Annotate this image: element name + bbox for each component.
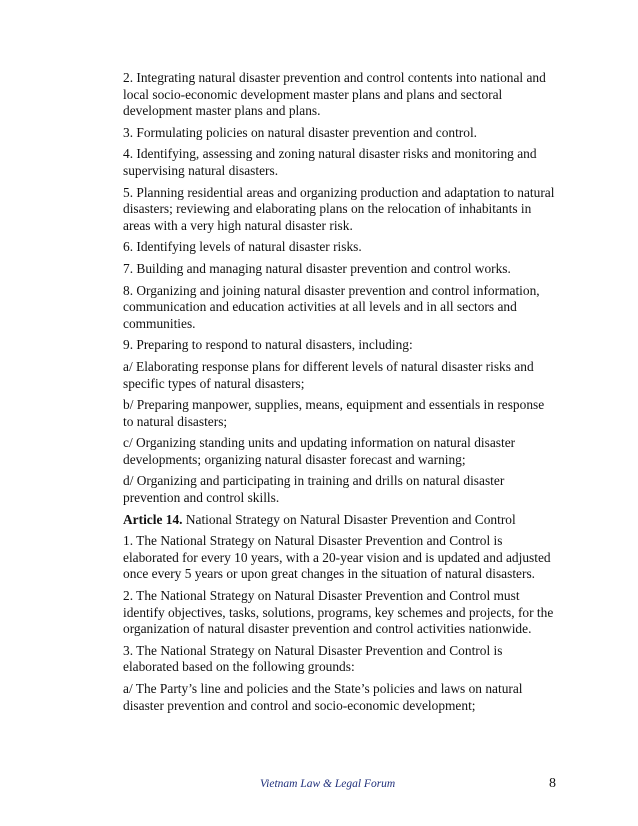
article-label: Article 14. <box>123 511 183 527</box>
article-paragraph-3: 3. The National Strategy on Natural Disaster Prevention and Control is elaborated based on the following grounds: <box>123 642 503 675</box>
paragraph-item-8: 8. Organizing and joining natural disaster prevention and control information, communication and education activities at all levels and in all sectors and communities. <box>123 282 540 331</box>
paragraph-subitem-d: d/ Organizing and participating in training and drills on natural disaster prevention and control skills. <box>123 473 505 506</box>
paragraph-item-5: 5. Planning residential areas and organizing production and adaptation to natural disasters; reviewing and elaborating plans on the relocation of inhabitants in areas with a very high natural disaster risk. <box>123 184 555 233</box>
article-paragraph-1: 1. The National Strategy on Natural Disaster Prevention and Control is elaborated for every 10 years, with a 20-year vision and is updated and adjusted once every 5 years or upon great changes in the situation of natural disasters. <box>123 533 551 582</box>
page-body <box>123 70 555 719</box>
article-paragraph-3a: a/ The Party’s line and policies and the State’s policies and laws on natural disaster prevention and control and socio-economic development; <box>123 681 523 713</box>
article-title: National Strategy on Natural Disaster Prevention and Control <box>182 511 516 527</box>
paragraph-item-4: 4. Identifying, assessing and zoning natural disaster risks and monitoring and supervising natural disasters. <box>123 146 537 178</box>
article-heading <box>123 512 555 529</box>
paragraph-subitem-b: b/ Preparing manpower, supplies, means, equipment and essentials in response to natural disasters; <box>123 397 545 429</box>
paragraph-item-9: 9. Preparing to respond to natural disasters, including: <box>123 337 413 353</box>
article-paragraph-2: 2. The National Strategy on Natural Disaster Prevention and Control must identify objectives, tasks, solutions, programs, key schemes and projects, for the organization of natural disaster prevention and control activities nationwide. <box>123 588 554 637</box>
paragraph-subitem-a: a/ Elaborating response plans for different levels of natural disaster risks and specific types of natural disasters; <box>123 358 534 391</box>
page-footer <box>0 776 638 796</box>
page-number: 8 <box>549 776 556 791</box>
paragraph-subitem-c: c/ Organizing standing units and updating information on natural disaster developments; organizing natural disaster forecast and warning; <box>123 435 516 467</box>
paragraph-item-7: 7. Building and managing natural disaster prevention and control works. <box>123 260 511 276</box>
paragraph-item-6: 6. Identifying levels of natural disaster risks. <box>123 239 362 255</box>
footer-publisher: Vietnam Law & Legal Forum <box>260 778 396 790</box>
paragraph-item-3: 3. Formulating policies on natural disaster prevention and control. <box>123 124 478 140</box>
paragraph-item-2: 2. Integrating natural disaster prevention and control contents into national and local socio-economic development master plans and plans and sectoral development master plans and plans. <box>123 70 546 119</box>
